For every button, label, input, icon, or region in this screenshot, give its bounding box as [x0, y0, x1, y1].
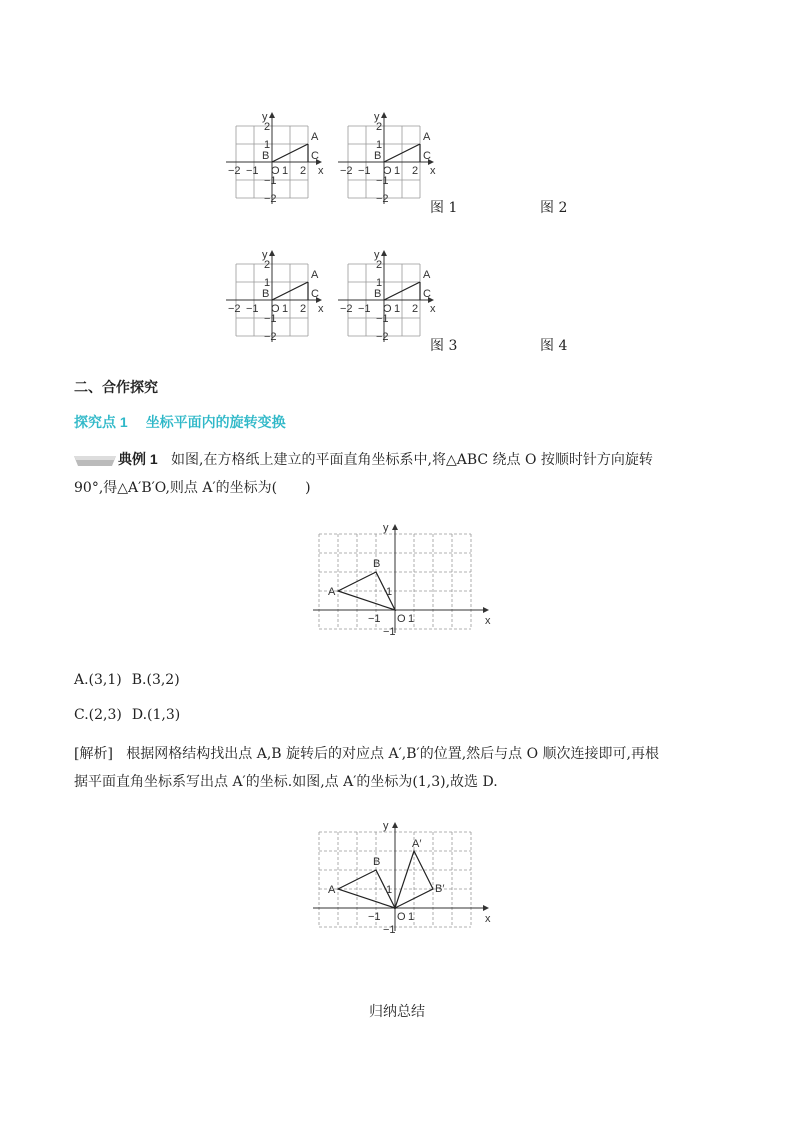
- origin-label: O: [383, 165, 392, 177]
- analysis-text-line1: 根据网格结构找出点 A,B 旋转后的对应点 A′,B′的位置,然后与点 O 顺次连接即可,再根: [126, 746, 659, 762]
- tick-label-y: 1: [376, 139, 383, 151]
- example-question-line1: [74, 445, 724, 474]
- example-badge-icon: [74, 454, 116, 466]
- option-b: B.(3,2): [131, 672, 180, 688]
- tick-1-y: 1: [386, 884, 393, 896]
- point-b-label: B: [262, 150, 270, 162]
- topic-title: 坐标平面内的旋转变换: [145, 414, 286, 430]
- tick-label-y: 2: [264, 121, 271, 133]
- origin-label: O: [397, 613, 406, 625]
- tick-label-y: 2: [264, 259, 271, 271]
- tick-label-x: −2: [228, 303, 241, 315]
- option-d: D.(1,3): [131, 707, 181, 723]
- small-figure-3: [224, 238, 334, 348]
- example-text-line1: 如图,在方格纸上建立的平面直角坐标系中,将△ABC 绕点 O 按顺时针方向旋转: [171, 452, 653, 468]
- x-axis-label: x: [430, 303, 436, 315]
- y-axis-label: y: [383, 522, 389, 534]
- y-axis-arrow-icon: [269, 250, 275, 256]
- tick-label-y: −2: [376, 331, 389, 343]
- x-axis-label: x: [430, 165, 436, 177]
- x-axis-label: x: [318, 165, 324, 177]
- answer-figure: [300, 813, 500, 948]
- x-axis-label: x: [318, 303, 324, 315]
- analysis-line1: [74, 740, 734, 768]
- tick-label-y: −2: [264, 193, 277, 205]
- y-axis-label: y: [262, 111, 268, 123]
- tick-label-y: −1: [264, 175, 277, 187]
- y-axis-arrow-icon: [269, 112, 275, 118]
- analysis-label: [解析]: [74, 746, 113, 762]
- example-text-line2: 90°,得△A′B′O,则点 A′的坐标为( ): [74, 480, 311, 496]
- topic-heading: [74, 412, 304, 432]
- tick-1-x: 1: [408, 613, 415, 625]
- option-a: A.(3,1): [74, 672, 122, 688]
- y-axis-arrow-icon: [392, 822, 398, 828]
- point-a-prime-label: A′: [412, 838, 422, 850]
- point-a-label: A: [311, 131, 319, 143]
- point-b-label: B: [374, 288, 382, 300]
- point-b-label: B: [373, 558, 381, 570]
- point-a-label: A: [311, 269, 319, 281]
- tick-neg1-x: −1: [368, 911, 381, 923]
- point-c-label: C: [423, 150, 431, 162]
- point-b-label: B: [374, 150, 382, 162]
- tick-label-x: 1: [394, 165, 401, 177]
- tick-label-y: 2: [376, 259, 383, 271]
- y-axis-label: y: [262, 249, 268, 261]
- tick-1-y: 1: [386, 586, 393, 598]
- x-axis-label: x: [485, 615, 491, 627]
- tick-label-x: −1: [246, 165, 259, 177]
- tick-label-y: 1: [264, 277, 271, 289]
- y-axis-arrow-icon: [381, 112, 387, 118]
- tick-label-x: 2: [300, 303, 307, 315]
- small-figure-1: [224, 100, 334, 210]
- x-axis-arrow-icon: [483, 607, 489, 613]
- options-row-2: [74, 707, 190, 723]
- origin-label: O: [271, 165, 280, 177]
- point-c-label: C: [311, 150, 319, 162]
- small-figure-2: [336, 100, 446, 210]
- caption-fig2: 图 2: [540, 200, 568, 216]
- option-c: C.(2,3): [74, 707, 122, 723]
- analysis-text-line2: 据平面直角坐标系写出点 A′的坐标.如图,点 A′的坐标为(1,3),故选 D.: [74, 774, 498, 790]
- caption-fig3: 图 3: [430, 338, 458, 354]
- tick-neg1-y: −1: [383, 924, 396, 936]
- y-axis-label: y: [383, 820, 389, 832]
- example-label: 典例 1: [118, 451, 158, 467]
- summary-title: 归纳总结: [369, 1003, 425, 1019]
- tick-label-x: 1: [282, 303, 289, 315]
- small-figure-4: [336, 238, 446, 348]
- tick-label-x: −2: [340, 165, 353, 177]
- y-axis-label: y: [374, 249, 380, 261]
- x-axis-arrow-icon: [483, 905, 489, 911]
- point-b-prime-label: B′: [435, 883, 445, 895]
- point-c-label: C: [423, 288, 431, 300]
- tick-neg1-x: −1: [368, 613, 381, 625]
- tick-label-y: 1: [264, 139, 271, 151]
- tick-label-x: −1: [246, 303, 259, 315]
- tick-label-y: −1: [376, 175, 389, 187]
- caption-fig1: 图 1: [430, 200, 458, 216]
- tick-neg1-y: −1: [383, 626, 396, 638]
- tick-label-x: 2: [412, 303, 419, 315]
- tick-label-x: 1: [394, 303, 401, 315]
- origin-label: O: [271, 303, 280, 315]
- point-c-label: C: [311, 288, 319, 300]
- tick-1-x: 1: [408, 911, 415, 923]
- example-figure: [300, 515, 500, 650]
- caption-fig4: 图 4: [540, 338, 568, 354]
- tick-label-y: −2: [264, 331, 277, 343]
- tick-label-y: −1: [264, 313, 277, 325]
- tick-label-x: −2: [228, 165, 241, 177]
- analysis: [74, 740, 734, 796]
- tick-label-x: 2: [412, 165, 419, 177]
- y-axis-arrow-icon: [392, 524, 398, 530]
- point-a-label: A: [328, 586, 336, 598]
- origin-label: O: [383, 303, 392, 315]
- tick-label-x: −2: [340, 303, 353, 315]
- y-axis-arrow-icon: [381, 250, 387, 256]
- origin-label: O: [397, 911, 406, 923]
- point-b-label: B: [262, 288, 270, 300]
- example-question: [74, 445, 724, 502]
- tick-label-y: 1: [376, 277, 383, 289]
- tick-label-y: 2: [376, 121, 383, 133]
- tick-label-x: −1: [358, 303, 371, 315]
- tick-label-y: −1: [376, 313, 389, 325]
- point-a-label: A: [423, 269, 431, 281]
- x-axis-label: x: [485, 913, 491, 925]
- point-a-label: A: [423, 131, 431, 143]
- tick-label-y: −2: [376, 193, 389, 205]
- tick-label-x: −1: [358, 165, 371, 177]
- topic-label: 探究点 1: [74, 414, 128, 430]
- options-row-1: [74, 672, 190, 688]
- point-b-label: B: [373, 856, 381, 868]
- tick-label-x: 2: [300, 165, 307, 177]
- y-axis-label: y: [374, 111, 380, 123]
- tick-label-x: 1: [282, 165, 289, 177]
- section-title: 二、合作探究: [74, 379, 158, 395]
- point-a-label: A: [328, 884, 336, 896]
